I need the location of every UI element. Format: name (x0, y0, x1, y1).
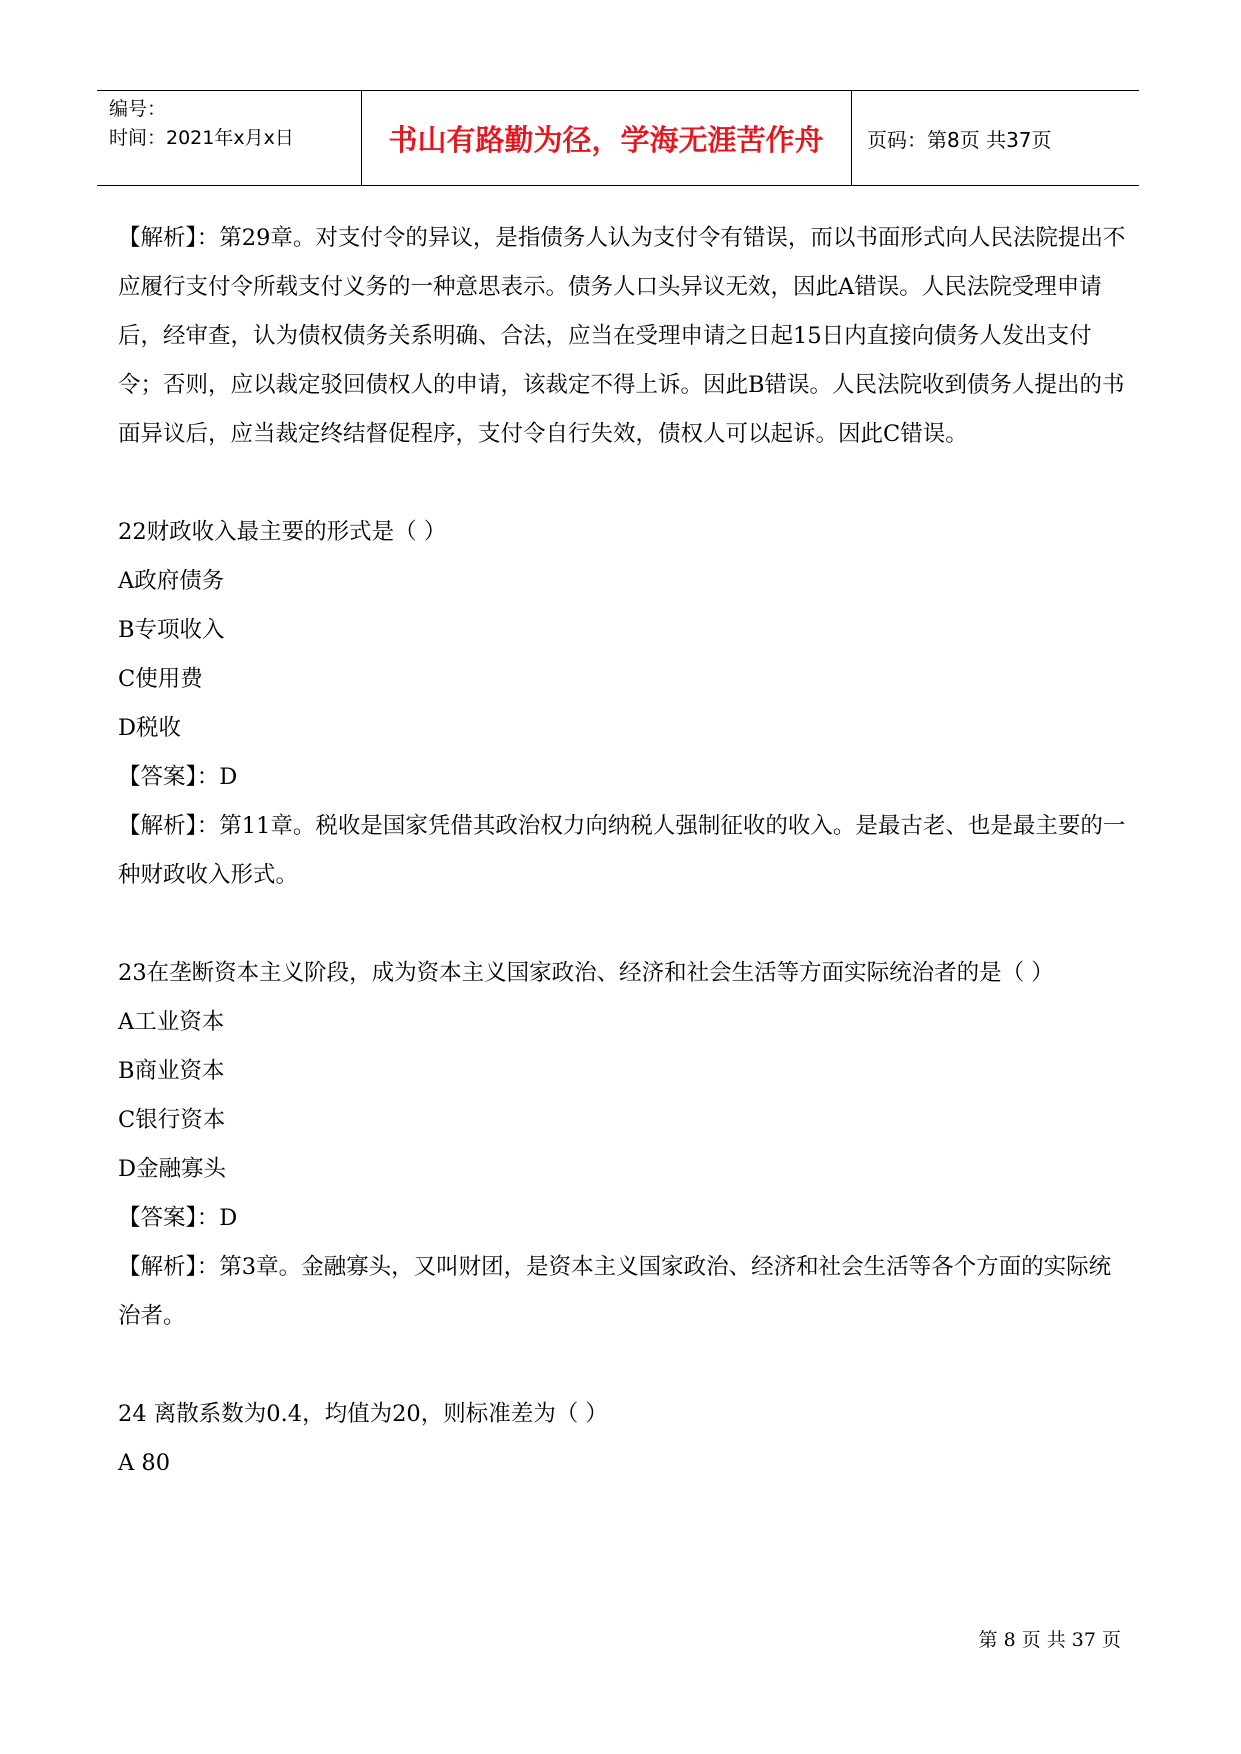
option-a: A政府债务 (118, 568, 225, 594)
answer-22: 【答案】：D (118, 764, 238, 790)
option-d: D金融寡头 (118, 1156, 227, 1182)
header-page-info: 页码：第8页 共37页 (867, 127, 1052, 152)
header-motto: 书山有路勤为径，学海无涯苦作舟 (388, 122, 824, 157)
option-b: B专项收入 (118, 617, 225, 643)
header-divider (851, 91, 852, 185)
analysis-22: 【解析】：第11章。税收是国家凭借其政治权力向纳税人强制征收的收入。是最古老、也是最主要的一种财政收入形式。 (118, 813, 1126, 888)
option-c: C银行资本 (118, 1107, 226, 1133)
header-time-label: 时间：2021年x月x日 (109, 127, 294, 149)
analysis-paragraph: 【解析】：第29章。对支付令的异议，是指债务人认为支付令有错误，而以书面形式向人民法院提出不应履行支付令所载支付义务的一种意思表示。债务人口头异议无效，因此A错误。人民法院受理申请后，经审查，认为债权债务关系明确、合法，应当在受理申请之日起15日内直接向债务人发出支付令；否则，应以裁定驳回债权人的申请，该裁定不得上诉。因此B错误。人民法院收到债务人提出的书面异议后，应当裁定终结督促程序，支付令自行失效，债权人可以起诉。因此C错误。 (118, 225, 1126, 447)
option-c: C使用费 (118, 666, 203, 692)
page-footer: 第 8 页 共 37 页 (978, 1629, 1121, 1651)
header-id-label: 编号： (109, 98, 167, 120)
option-d: D税收 (118, 715, 182, 741)
question-24: 24 离散系数为0.4，均值为20，则标准差为（ ） (118, 1401, 608, 1427)
header-meta (109, 95, 294, 153)
option-a: A工业资本 (118, 1009, 225, 1035)
document-body (118, 214, 1130, 1488)
analysis-23: 【解析】：第3章。金融寡头，又叫财团，是资本主义国家政治、经济和社会生活等各个方面的实际统治者。 (118, 1254, 1112, 1329)
answer-23: 【答案】：D (118, 1205, 238, 1231)
question-23: 23在垄断资本主义阶段，成为资本主义国家政治、经济和社会生活等方面实际统治者的是（ ） (118, 960, 1054, 986)
question-22: 22财政收入最主要的形式是（ ） (118, 519, 447, 545)
page-header-table (97, 90, 1139, 186)
option-a: A 80 (118, 1450, 171, 1476)
option-b: B商业资本 (118, 1058, 225, 1084)
